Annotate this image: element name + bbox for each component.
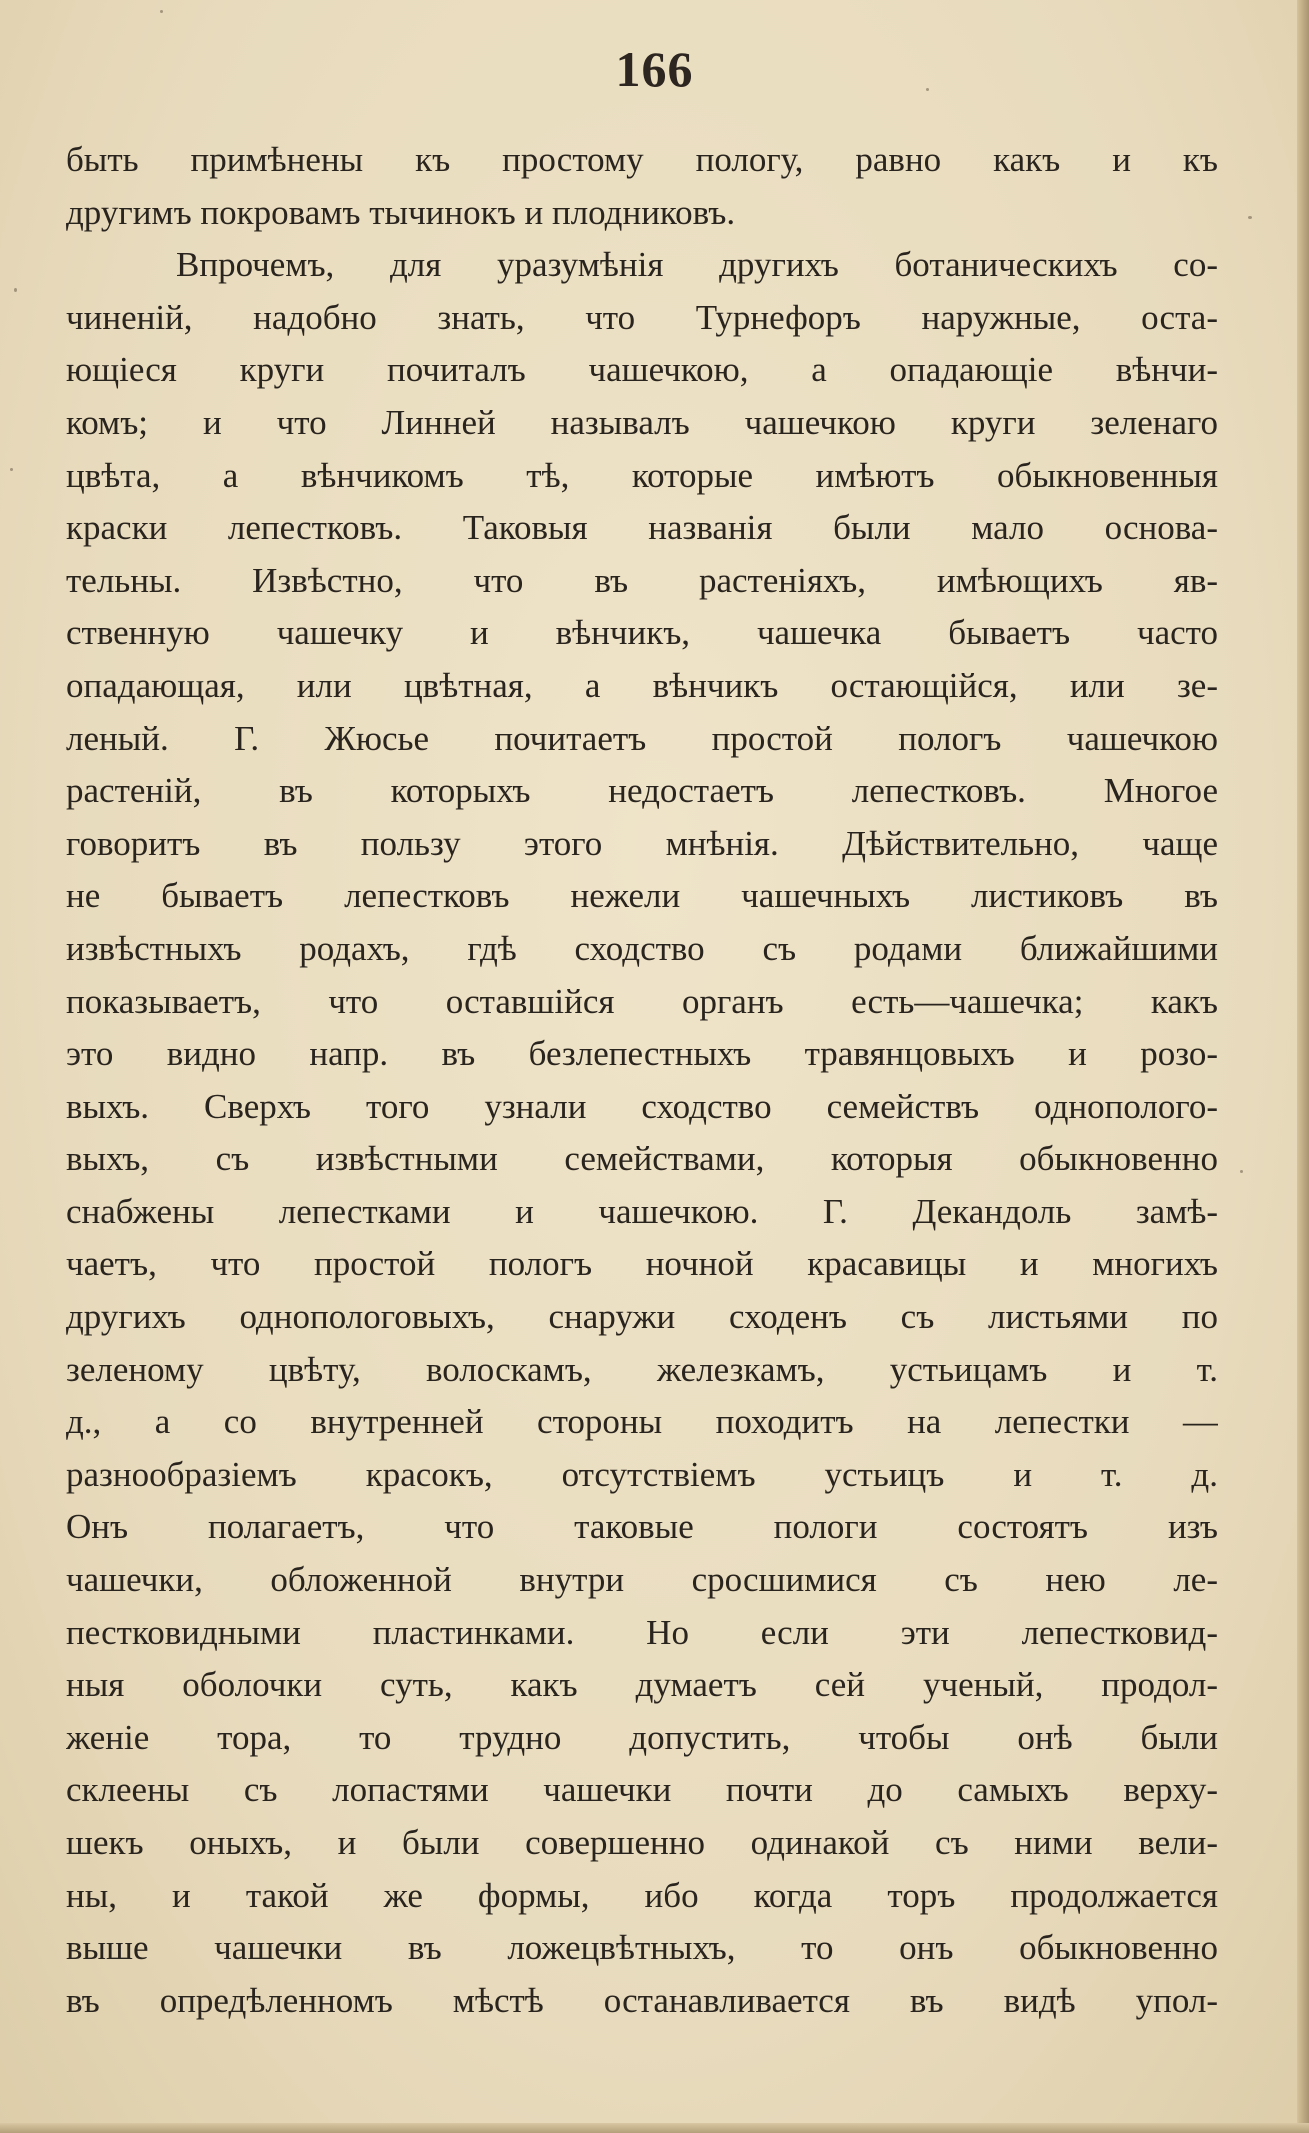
text-line: чаетъ, что простой пологъ ночной красавицы и многихъ — [66, 1244, 1218, 1284]
text-line: другимъ покровамъ тычинокъ и плодниковъ. — [66, 192, 736, 232]
text-line: извѣстныхъ родахъ, гдѣ сходство съ родами ближайшими — [66, 928, 1218, 968]
text-line: это видно напр. въ безлепестныхъ травянцовыхъ и розо- — [66, 1034, 1218, 1074]
paper-speck — [10, 468, 13, 471]
text-line: шекъ оныхъ, и были совершенно одинакой съ ними вели- — [66, 1823, 1218, 1862]
page-edge-shadow-bottom — [0, 2123, 1309, 2133]
text-line: говоритъ въ пользу этого мнѣнія. Дѣйствительно, чаще — [66, 823, 1218, 863]
text-line: краски лепестковъ. Таковыя названія были мало основа- — [66, 508, 1218, 548]
text-line: ныя оболочки суть, какъ думаетъ сей ученый, продол- — [66, 1665, 1218, 1705]
text-line: чиненій, надобно знать, что Турнефоръ наружные, оста- — [66, 297, 1218, 337]
text-line: снабжены лепестками и чашечкою. Г. Декандоль замѣ- — [66, 1191, 1218, 1231]
text-line: зеленому цвѣту, волоскамъ, железкамъ, устьицамъ и т. — [66, 1349, 1218, 1389]
text-line: пестковидными пластинками. Но если эти лепестковид- — [66, 1612, 1218, 1652]
paper-speck — [926, 88, 929, 91]
paper-speck — [14, 288, 17, 292]
text-line: тельны. Извѣстно, что въ растеніяхъ, имѣющихъ яв- — [66, 560, 1218, 600]
text-line: женіе тора, то трудно допустить, чтобы онѣ были — [66, 1717, 1218, 1757]
paper-speck — [160, 10, 163, 13]
text-line: растеній, въ которыхъ недостаетъ лепестковъ. Многое — [66, 771, 1218, 811]
paper-speck — [1240, 1170, 1243, 1173]
body-text — [66, 134, 1218, 2027]
text-line: показываетъ, что оставшійся органъ есть—чашечка; какъ — [66, 981, 1218, 1021]
text-line: выхъ, съ извѣстными семействами, которыя обыкновенно — [66, 1139, 1218, 1179]
text-line: комъ; и что Линней называлъ чашечкою круги зеленаго — [66, 402, 1218, 442]
text-line: чашечки, обложенной внутри сросшимися съ нею ле- — [66, 1560, 1218, 1600]
text-line: другихъ однопологовыхъ, снаружи сходенъ съ листьями по — [66, 1297, 1218, 1337]
text-line: склеены съ лопастями чашечки почти до самыхъ верху- — [66, 1770, 1218, 1810]
text-line: цвѣта, а вѣнчикомъ тѣ, которые имѣютъ обыкновенныя — [66, 455, 1218, 495]
text-line: разнообразіемъ красокъ, отсутствіемъ устьицъ и т. д. — [66, 1454, 1218, 1494]
text-line: опадающая, или цвѣтная, а вѣнчикъ остающійся, или зе- — [66, 665, 1218, 705]
text-line: Впрочемъ, для уразумѣнія другихъ ботаническихъ со- — [176, 245, 1218, 285]
text-line: д., а со внутренней стороны походитъ на лепестки — — [66, 1402, 1218, 1442]
text-line: ны, и такой же формы, ибо когда торъ продолжается — [66, 1875, 1218, 1915]
text-line: леный. Г. Жюсье почитаетъ простой пологъ чашечкою — [66, 718, 1218, 758]
page-edge-shadow-right — [1297, 0, 1309, 2133]
text-line: выхъ. Сверхъ того узнали сходство семействъ однополого- — [66, 1086, 1218, 1126]
text-line: ственную чашечку и вѣнчикъ, чашечка бываетъ часто — [66, 613, 1218, 653]
text-line: въ опредѣленномъ мѣстѣ останавливается въ видѣ упол- — [66, 1980, 1218, 2020]
text-line: не бываетъ лепестковъ нежели чашечныхъ листиковъ въ — [66, 876, 1218, 916]
text-line: Онъ полагаетъ, что таковые пологи состоятъ изъ — [66, 1507, 1218, 1547]
text-line: быть примѣнены къ простому пологу, равно какъ и къ — [66, 140, 1218, 179]
text-line: выше чашечки въ ложецвѣтныхъ, то онъ обыкновенно — [66, 1928, 1218, 1968]
text-line: ющіеся круги почиталъ чашечкою, а опадающіе вѣнчи- — [66, 350, 1218, 390]
paper-speck — [1248, 216, 1252, 219]
page-number: 166 — [615, 41, 694, 97]
